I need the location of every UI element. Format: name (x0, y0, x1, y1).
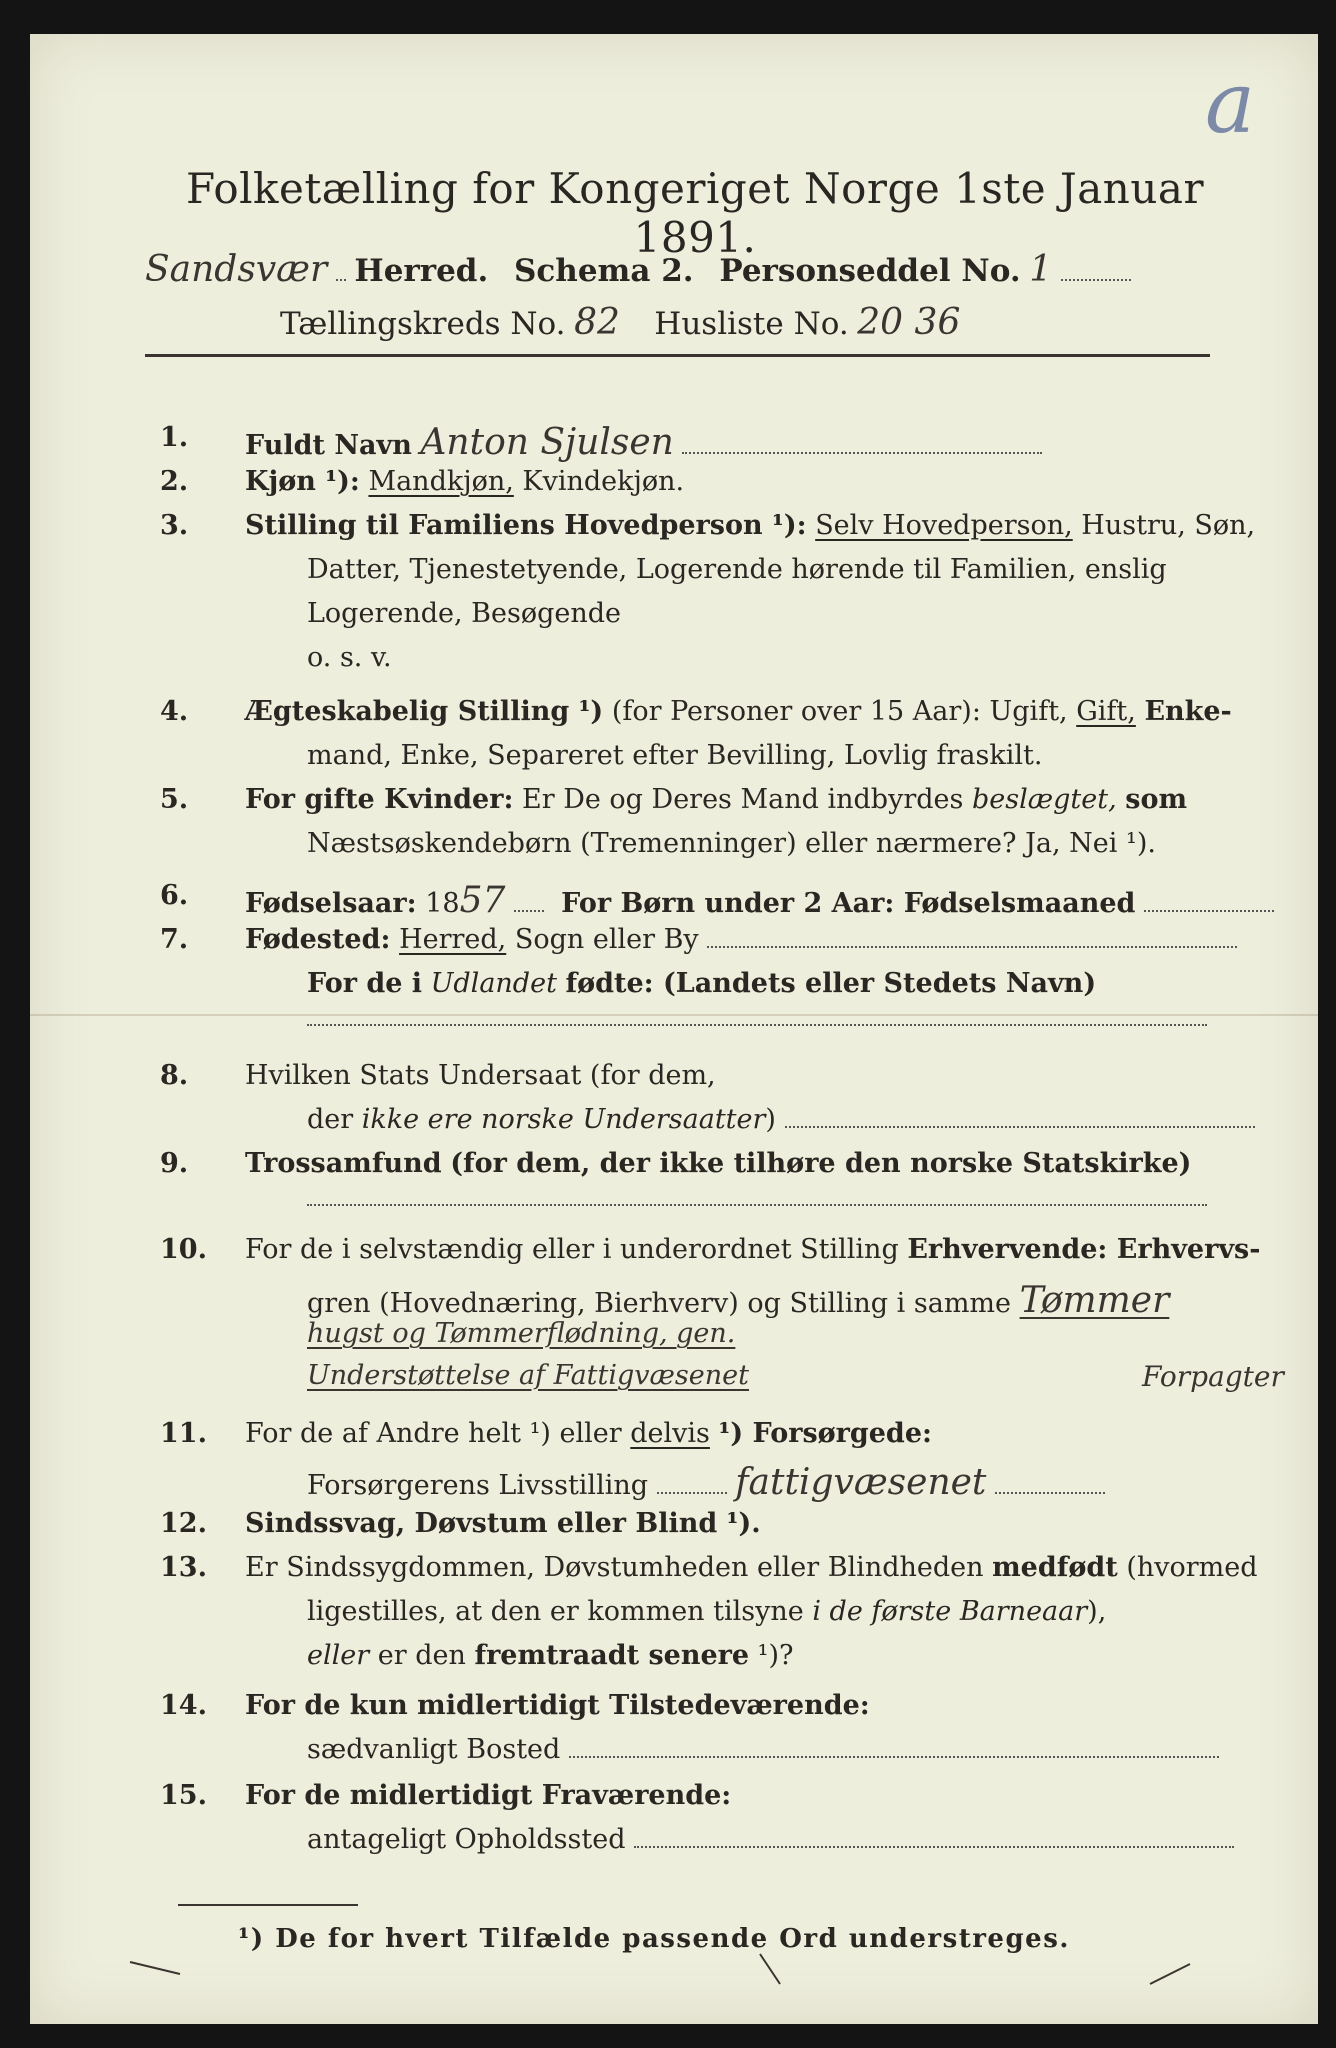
q6-prefix: 18 (425, 888, 460, 919)
q2-label: Kjøn ¹): (245, 466, 360, 497)
header-line-herred (145, 249, 1131, 290)
page-fold (30, 1014, 1318, 1016)
q14-number: 14. (160, 1690, 207, 1721)
q13-line2: ligestilles, at den er kommen tilsyne i de første Barneaar), (307, 1596, 1107, 1627)
q6-label: Fødselsaar: (245, 888, 417, 919)
q10-row (245, 1234, 1260, 1265)
q10-hand3: Understøttelse af Fattigvæsenet (307, 1360, 749, 1391)
q6-value: 57 (459, 880, 506, 921)
q9-text: (for dem, der ikke tilhøre den norske Statskirke) (450, 1148, 1192, 1179)
q4-line2: mand, Enke, Separeret efter Bevilling, Lovlig fraskilt. (307, 740, 1043, 771)
q6-row (245, 880, 1274, 921)
q2-option-mandkjon: Mandkjøn, (368, 466, 514, 497)
q8-row (245, 1060, 716, 1091)
footnote: ¹) De for hvert Tilfælde passende Ord understreges. (238, 1924, 1070, 1954)
q14-label: For de kun midlertidigt Tilstedeværende: (245, 1690, 870, 1721)
q6-number: 6. (160, 880, 189, 911)
corner-mark: a (1205, 54, 1256, 152)
q3-label: Stilling til Familiens Hovedperson ¹): (245, 510, 807, 541)
q2-row (245, 466, 684, 497)
q4-text1: (for Personer over 15 Aar): Ugift, (611, 696, 1068, 727)
q7-answer-line (307, 1024, 1207, 1026)
q7-text: Sogn eller By (514, 924, 699, 955)
q9-row (245, 1148, 1191, 1179)
q13-row: Er Sindssygdommen, Døvstumheden eller Blindheden medfødt (hvormed (245, 1552, 1258, 1583)
q1-number: 1. (160, 422, 189, 453)
q5-number: 5. (160, 784, 189, 815)
q11-row (245, 1418, 932, 1449)
q3-row (245, 510, 1255, 541)
q3-option-selv: Selv Hovedperson, (815, 510, 1073, 541)
q10-line2: gren (Hovednæring, Bierhverv) og Stilling i samme Tømmer (307, 1280, 1170, 1321)
q4-number: 4. (160, 696, 189, 727)
q3-number: 3. (160, 510, 189, 541)
header-line-kreds (280, 302, 960, 343)
q4-option-gift: Gift, (1076, 696, 1136, 727)
personseddel-no: 1 (1029, 249, 1053, 290)
husliste-label: Husliste No. (654, 306, 849, 342)
q3-line4: o. s. v. (307, 642, 392, 673)
q1-value: Anton Sjulsen (420, 422, 674, 463)
q3-rest: Hustru, Søn, (1081, 510, 1256, 541)
q8-number: 8. (160, 1060, 189, 1091)
q8-line2: der ikke ere norske Undersaatter) (307, 1104, 1255, 1135)
q7-option-herred: Herred, (399, 924, 507, 955)
q9-answer-line (307, 1204, 1207, 1206)
q1-label: Fuldt Navn (245, 430, 412, 461)
personseddel-label: Personseddel No. (719, 253, 1021, 289)
q11-line2: Forsørgerens Livsstilling fattigvæsenet (307, 1462, 1105, 1503)
q13-number: 13. (160, 1552, 207, 1583)
q6-text2: For Børn under 2 Aar: Fødselsmaaned (561, 888, 1136, 919)
q12-label: Sindssvag, Døvstum eller Blind ¹). (245, 1508, 761, 1539)
q9-label: Trossamfund (245, 1148, 442, 1179)
q4-label: Ægteskabelig Stilling ¹) (245, 696, 604, 727)
q5-label: For gifte Kvinder: (245, 784, 514, 815)
pen-marks (120, 1944, 1220, 2004)
q4-row (245, 696, 1232, 727)
q15-label: For de midlertidigt Fraværende: (245, 1780, 732, 1811)
census-form-sheet (30, 34, 1318, 2024)
q15-line2: antageligt Opholdssted (307, 1824, 1234, 1855)
q11-number: 11. (160, 1418, 207, 1449)
herred-label: Herred. (354, 253, 489, 289)
q5-text2: som (1125, 784, 1188, 815)
q3-line3: Logerende, Besøgende (307, 598, 621, 629)
q1-row (245, 422, 1042, 463)
q5-row (245, 784, 1187, 815)
schema-label: Schema 2. (514, 253, 694, 289)
q2-option-kvindekjon: Kvindekjøn. (522, 466, 685, 497)
q11-hand: fattigvæsenet (735, 1462, 987, 1503)
q7-line2: For de i Udlandet fødte: (Landets eller Stedets Navn) (307, 968, 1097, 999)
form-title: Folketælling for Kongeriget Norge 1ste Januar 1891. (185, 164, 1205, 262)
q7-row (245, 924, 1237, 955)
q14-line2: sædvanligt Bosted (307, 1734, 1219, 1765)
q10-hand1: Tømmer (1019, 1280, 1170, 1321)
q2-number: 2. (160, 466, 189, 497)
q9-number: 9. (160, 1148, 189, 1179)
q10-bold: Erhvervende: Erhvervs- (907, 1234, 1261, 1265)
herred-name: Sandsvær (145, 249, 328, 290)
q3-line2: Datter, Tjenestetyende, Logerende hørende til Familien, enslig (307, 554, 1167, 585)
q10-hand4: Forpagter (1142, 1360, 1284, 1393)
kreds-label: Tællingskreds No. (280, 306, 566, 342)
q5-text1: Er De og Deres Mand indbyrdes (522, 784, 964, 815)
q11-option-delvis: delvis (630, 1418, 710, 1449)
q5-line2: Næstsøskendebørn (Tremenninger) eller nærmere? Ja, Nei ¹). (307, 828, 1156, 859)
q10-hand2: hugst og Tømmerflødning, gen. (307, 1318, 736, 1349)
q5-italic: beslægtet, (971, 784, 1117, 815)
q10-text1: For de i selvstændig eller i underordnet Stilling (245, 1234, 899, 1265)
q7-number: 7. (160, 924, 189, 955)
q8-text: (for dem, (589, 1060, 716, 1091)
q10-number: 10. (160, 1234, 207, 1265)
q8-label: Hvilken Stats Undersaat (245, 1060, 582, 1091)
q12-number: 12. (160, 1508, 207, 1539)
q13-line3: eller er den fremtraadt senere ¹)? (307, 1640, 794, 1671)
q11-text1: For de af Andre helt ¹) eller (245, 1418, 622, 1449)
kreds-no: 82 (574, 302, 620, 343)
q11-bold: ¹) Forsørgede: (718, 1418, 932, 1449)
header-separator (145, 354, 1210, 357)
q7-label: Fødested: (245, 924, 391, 955)
q4-text2: Enke- (1144, 696, 1232, 727)
q15-number: 15. (160, 1780, 207, 1811)
husliste-no: 20 36 (857, 302, 961, 343)
footnote-rule (178, 1904, 358, 1906)
